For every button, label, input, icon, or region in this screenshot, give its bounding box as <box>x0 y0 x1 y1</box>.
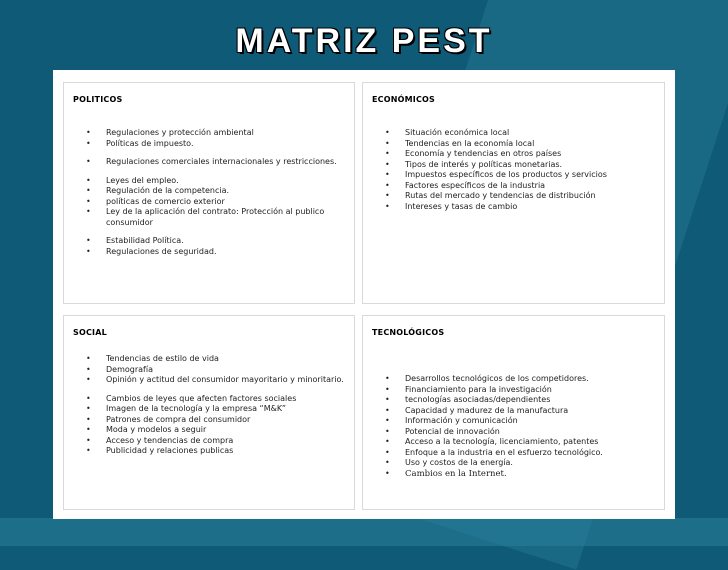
list-item: • tecnologías asociadas/dependientes <box>385 395 653 406</box>
list-item: • políticas de comercio exterior <box>86 197 354 208</box>
list-item: • Información y comunicación <box>385 416 653 427</box>
list-item: • Tipos de interés y políticas monetarias. <box>385 160 653 171</box>
list-item: • Demografía <box>86 365 354 376</box>
quadrant-heading: TECNOLÓGICOS <box>372 328 445 337</box>
list-item: • Regulación de la competencia. <box>86 186 354 197</box>
item-list <box>385 374 653 479</box>
quadrant-heading: SOCIAL <box>73 328 107 337</box>
list-item: • Opinión y actitud del consumidor mayoritario y minoritario. <box>86 375 354 386</box>
list-item: • Acceso y tendencias de compra <box>86 436 354 447</box>
list-item: • Cambios en la Internet. <box>385 469 653 480</box>
list-item: • Acceso a la tecnología, licenciamiento, patentes <box>385 437 653 448</box>
item-list <box>385 128 653 212</box>
quadrant-heading: POLITICOS <box>73 95 123 104</box>
background-band <box>0 518 728 546</box>
list-item: • Tendencias en la economía local <box>385 139 653 150</box>
list-item: • Capacidad y madurez de la manufactura <box>385 406 653 417</box>
list-item: • Políticas de impuesto. <box>86 139 354 150</box>
list-item: • Potencial de innovación <box>385 427 653 438</box>
list-item: • Regulaciones de seguridad. <box>86 247 354 258</box>
list-item: • Financiamiento para la investigación <box>385 385 653 396</box>
list-item: • Patrones de compra del consumidor <box>86 415 354 426</box>
quadrant-heading: ECONÓMICOS <box>372 95 436 104</box>
quadrant-politicos <box>63 82 355 304</box>
quadrant-social <box>63 315 355 510</box>
list-item: • Tendencias de estilo de vida <box>86 354 354 365</box>
list-item: • Ley de la aplicación del contrato: Protección al publico consumidor <box>86 207 354 228</box>
list-item: • Publicidad y relaciones publicas <box>86 446 354 457</box>
list-item: • Economía y tendencias en otros países <box>385 149 653 160</box>
list-item: • Moda y modelos a seguir <box>86 425 354 436</box>
list-item: • Rutas del mercado y tendencias de distribución <box>385 191 653 202</box>
item-list <box>86 128 354 257</box>
quadrant-economicos <box>362 82 665 304</box>
list-item: • Factores específicos de la industria <box>385 181 653 192</box>
slide-title: MATRIZ PEST <box>235 22 493 60</box>
item-list <box>86 354 354 457</box>
list-item: • Intereses y tasas de cambio <box>385 202 653 213</box>
list-item: • Situación económica local <box>385 128 653 139</box>
list-item: • Regulaciones y protección ambiental <box>86 128 354 139</box>
list-item: • Enfoque a la industria en el esfuerzo tecnológico. <box>385 448 653 459</box>
list-item: • Regulaciones comerciales internacionales y restricciones. <box>86 157 354 168</box>
list-item: • Cambios de leyes que afecten factores sociales <box>86 394 354 405</box>
pest-matrix <box>53 70 675 519</box>
list-item: • Desarrollos tecnológicos de los competidores. <box>385 374 653 385</box>
list-item: • Imagen de la tecnología y la empresa “M&K” <box>86 404 354 415</box>
list-item: • Uso y costos de la energía. <box>385 458 653 469</box>
list-item: • Impuestos específicos de los productos y servicios <box>385 170 653 181</box>
list-item: • Leyes del empleo. <box>86 176 354 187</box>
quadrant-tecnologicos <box>362 315 665 510</box>
list-item: • Estabilidad Política. <box>86 236 354 247</box>
